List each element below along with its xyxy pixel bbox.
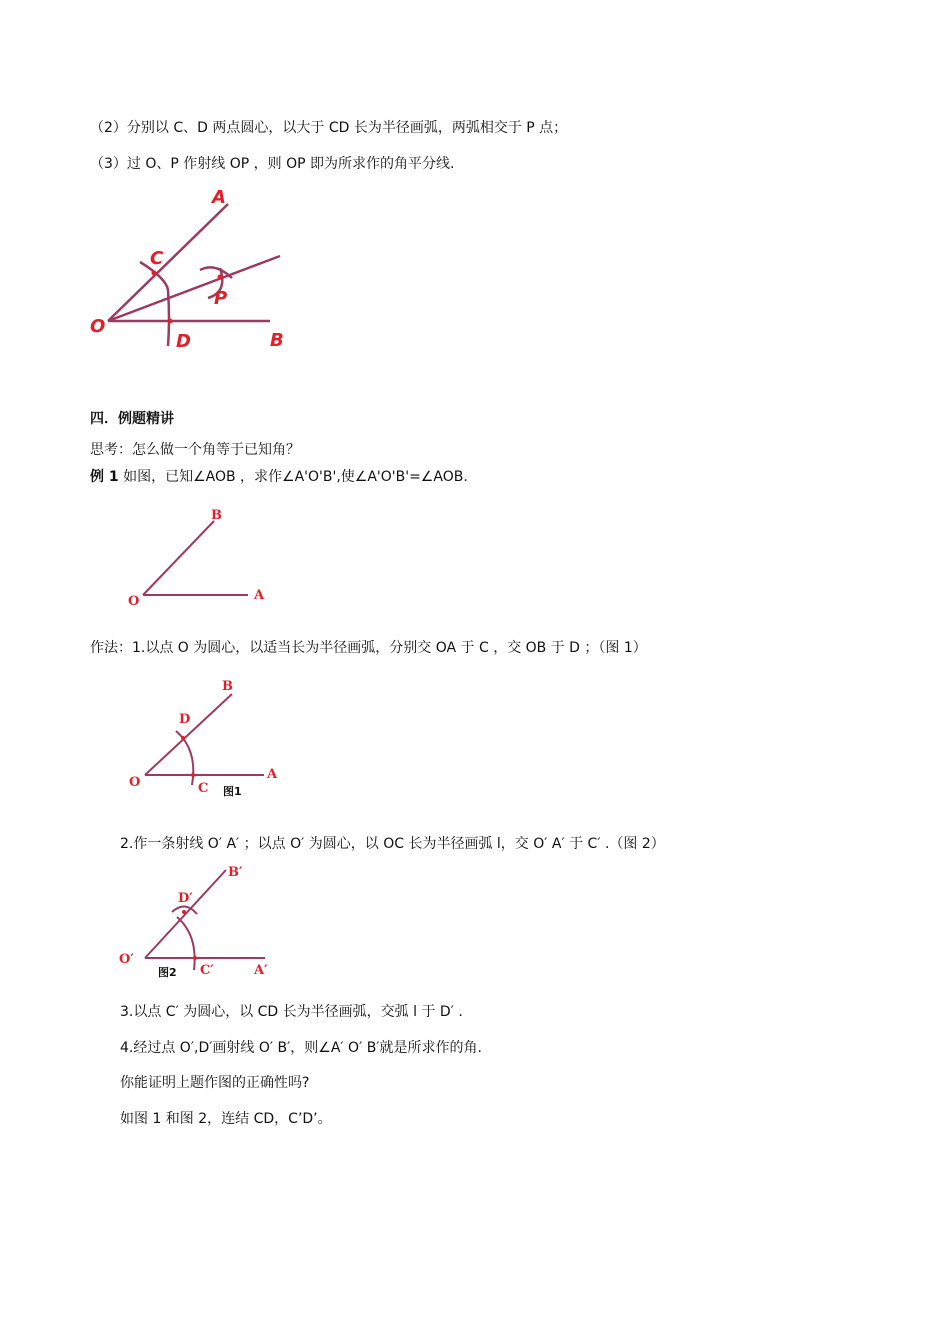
fig2-point-d [182,910,186,914]
example-text: 如图，已知∠AOB ，求作∠A'O'B',使∠A'O'B'=∠AOB. [118,469,468,485]
fig2-label-d: D′ [178,891,193,906]
fig2-label-b: B′ [228,865,243,880]
label-d: D [176,331,191,352]
fig1-label-a: A [267,767,278,782]
step-3-text: （3）过 O、P 作射线 OP ，则 OP 即为所求作的角平分线. [90,156,455,172]
fig1-label-o: O [129,775,141,790]
fig2-ray-ob [145,870,226,958]
label-a: A [212,187,226,208]
label-p: P [214,288,228,309]
method-step-2: 2.作一条射线 O′ A′ ；以点 O′ 为圆心，以 OC 长为半径画弧 l，交 O′ A′ 于 C′ .（图 2） [120,836,665,852]
method-step-3: 3.以点 C′ 为圆心，以 CD 长为半径画弧，交弧 l 于 D′ . [120,1004,463,1020]
question-text: 你能证明上题作图的正确性吗? [120,1075,310,1091]
label-o: O [90,316,106,337]
proof-start-text: 如图 1 和图 2，连结 CD，C’D’。 [120,1111,332,1127]
fig1-label-b: B [222,679,233,694]
given-label-o: O [128,594,140,609]
fig2-label-c: C′ [200,963,214,978]
label-c: C [150,248,164,269]
fig2-point-c [193,956,197,960]
given-label-a: A [254,588,265,603]
label-b: B [270,330,284,351]
fig2-label-o: O′ [119,952,134,967]
think-text: 思考：怎么做一个角等于已知角？ [90,442,300,458]
fig1-label-c: C [198,781,209,796]
method-step-1: 作法：1.以点 O 为圆心，以适当长为半径画弧，分别交 OA 于 C ，交 OB 于 D ；（图 1） [90,640,647,656]
fig1-label-d: D [179,712,191,727]
fig2-label-a: A′ [254,963,268,978]
fig2-caption: 图2 [158,966,177,979]
step-2-text: （2）分别以 C、D 两点圆心，以大于 CD 长为半径画弧，两弧相交于 P 点； [90,120,568,136]
section-title: 四．例题精讲 [90,411,174,427]
fig2-arc-l [177,917,195,970]
given-label-b: B [211,508,222,523]
example-label: 例 1 [90,469,119,485]
method-step-4: 4.经过点 O′,D′画射线 O′ B′，则∠A′ O′ B′就是所求作的角. [120,1040,482,1056]
fig1-caption: 图1 [223,785,242,798]
